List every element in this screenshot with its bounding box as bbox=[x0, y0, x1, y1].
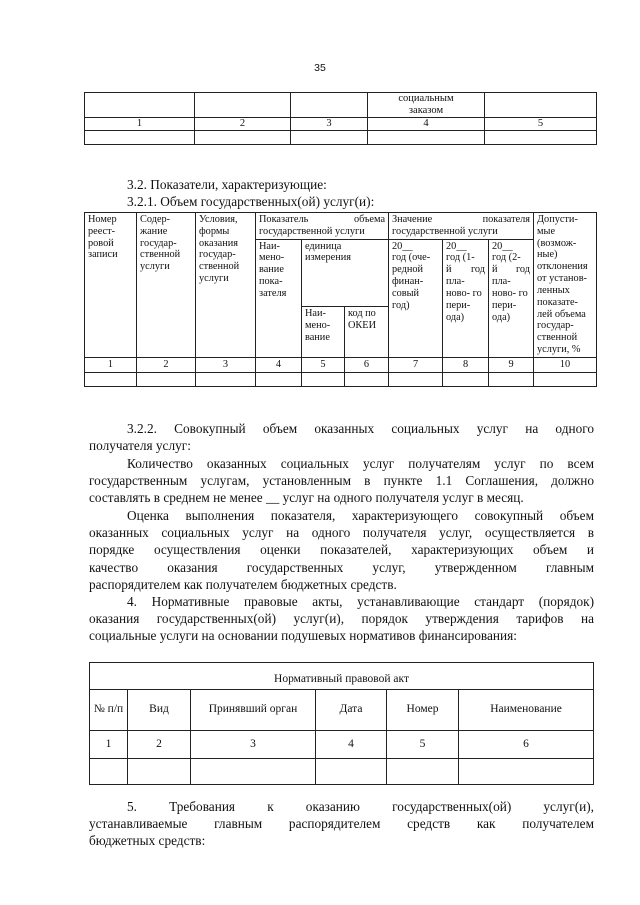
table-continuation bbox=[84, 92, 597, 145]
table2-number-row: 1 2 3 4 5 6 7 8 9 10 bbox=[85, 357, 597, 372]
table3-number-row: 1 2 3 4 5 6 bbox=[90, 731, 594, 759]
table2-empty-row bbox=[85, 372, 597, 386]
paragraph-4: 4. Нормативные правовые акты, устанавливающие стандарт (порядок) оказания государственных(ой) услуг(и), порядок утверждения тарифов на социальные услуги на основании подушевых нормативов финансирования: bbox=[89, 594, 594, 644]
col-okei: код по ОКЕИ bbox=[345, 307, 389, 358]
table1-empty-row bbox=[85, 131, 597, 145]
volume-indicators-table bbox=[84, 212, 597, 387]
col-year-plan-2: 20__ год (2- й год пла- ново- го пери- ода) bbox=[489, 239, 534, 357]
table1-number-row: 1 2 3 4 5 bbox=[85, 118, 597, 131]
paragraph-3-2-2: 3.2.2. Совокупный объем оказанных социальных услуг на одного получателя услуг: bbox=[89, 421, 594, 454]
col-year-plan-1: 20__ год (1- й год пла- ново- го пери- ода) bbox=[443, 239, 489, 357]
col-content: Содер- жание государ- ственной услуги bbox=[137, 213, 196, 358]
section-3-2-heading: 3.2. Показатели, характеризующие: bbox=[127, 177, 327, 192]
col-record-number: Номер реест- ровой записи bbox=[85, 213, 137, 358]
normative-act-table bbox=[89, 662, 594, 785]
page-number: 35 bbox=[314, 62, 326, 74]
col-conditions: Условия, формы оказания государ- ственной услуги bbox=[196, 213, 256, 358]
table1-header-fragment: социальным заказом bbox=[368, 93, 485, 118]
table3-header-row: № п/п Вид Принявший орган Дата Номер Наименование bbox=[90, 690, 594, 731]
paragraph-5: 5. Требования к оказанию государственных(ой) услуг(и), устанавливаемые главным распорядителем средств как получателем бюджетных средств: bbox=[89, 799, 594, 849]
group-unit: единица измерения bbox=[302, 239, 389, 307]
table3-empty-row bbox=[90, 759, 594, 785]
group-volume-indicator: Показатель объема государственной услуги bbox=[256, 213, 389, 240]
group-indicator-value: Значение показателя государственной услуги bbox=[389, 213, 534, 240]
col-indicator-name: Наи- мено- вание пока- зателя bbox=[256, 239, 302, 357]
paragraph-assessment: Оценка выполнения показателя, характеризующего совокупный объем оказанных социальных услуг на одного получателя услуг, осуществляется в порядке осуществления оценки показателей, характеризующих объем и качество оказания государственных услуг, утвержденном главным распорядителем как получателем бюджетных средств. bbox=[89, 508, 594, 592]
paragraph-quantity: Количество оказанных социальных услуг получателям услуг по всем государственным услугам, установленным в пункте 1.1 Соглашения, должно составлять в среднем не менее __ услуг на одного получателя услуг в месяц. bbox=[89, 456, 594, 506]
table3-title: Нормативный правовой акт bbox=[90, 663, 594, 690]
col-unit-name: Наи- мено- вание bbox=[302, 307, 345, 358]
section-3-2-1-heading: 3.2.1. Объем государственных(ой) услуг(и): bbox=[127, 194, 375, 209]
col-deviation: Допусти- мые (возмож- ные) отклонения от установ- ленных показате- лей объема государ- ственной услуги, % bbox=[534, 213, 597, 358]
col-year-current: 20__ год (оче- редной финан- совый год) bbox=[389, 239, 443, 357]
